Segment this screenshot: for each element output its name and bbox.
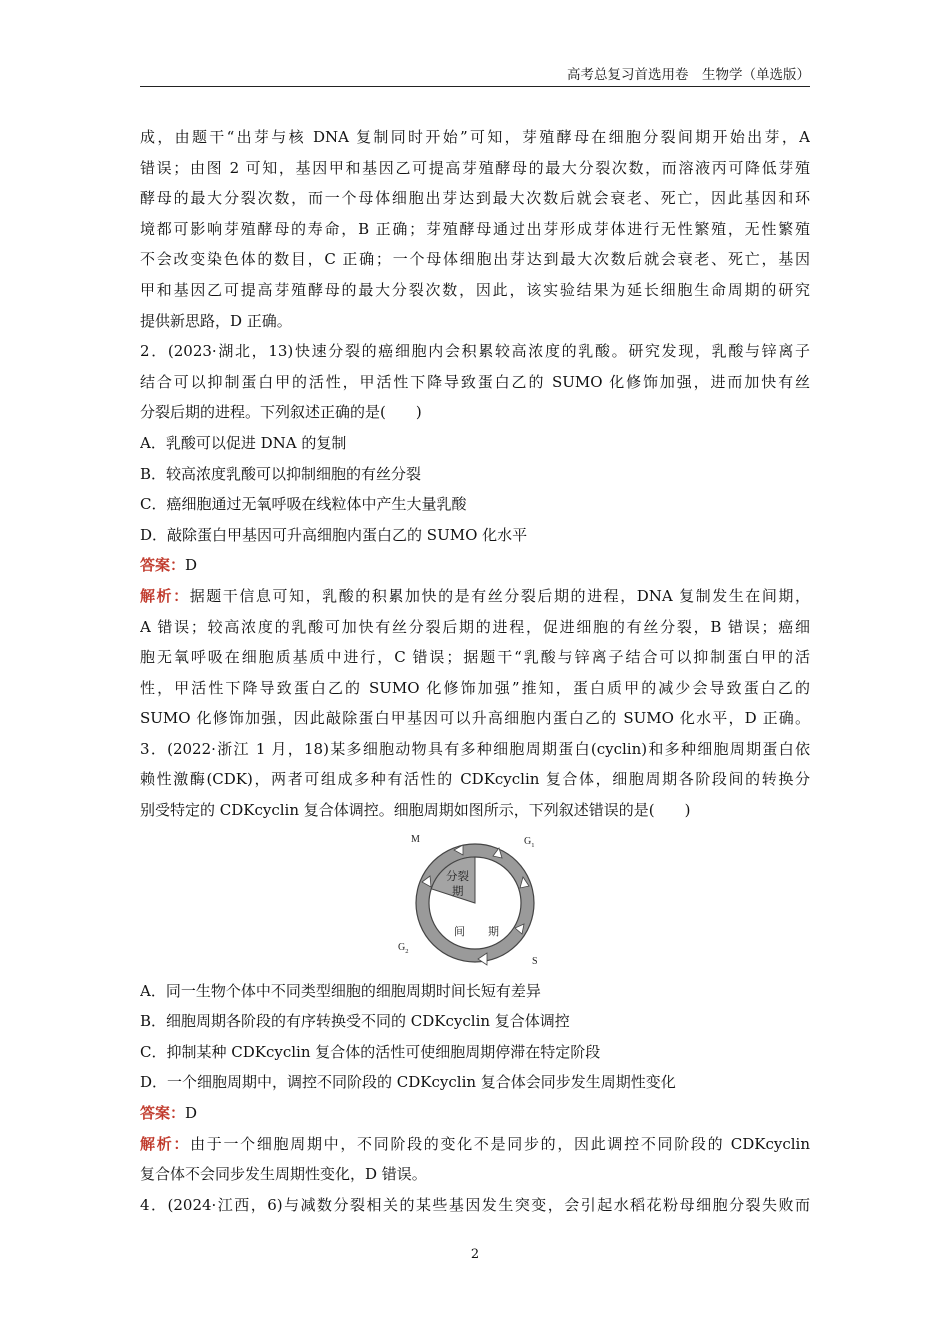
option-c: C．癌细胞通过无氧呼吸在线粒体中产生大量乳酸 [140,495,467,514]
label-s: S [532,955,538,967]
answer-label: 答案： [140,1104,186,1123]
option-c: C．抑制某种 CDKcyclin 复合体的活性可使细胞周期停滞在特定阶段 [140,1042,601,1061]
analysis-line: 性，甲活性下降导致蛋白乙的 SUMO 化修饰加强”推知，蛋白质甲的减少会导致蛋白乙的 [140,678,810,697]
question-2 [140,336,810,734]
page-body [140,122,810,1220]
question-3 [140,734,810,1190]
answer-line [140,550,810,581]
analysis-label: 解析： [140,586,190,605]
text-line: 成，由题干“出芽与核 DNA 复制同时开始”可知，芽殖酵母在细胞分裂间期开始出芽，A [140,128,810,146]
label-m: M [411,833,420,845]
text-line: 甲和基因乙可提高芽殖酵母的最大分裂次数，因此，该实验结果为延长细胞生命周期的研究 [140,280,810,299]
question-4 [140,1190,810,1221]
option-d: D．一个细胞周期中，调控不同阶段的 CDKcyclin 复合体会同步发生周期性变化 [140,1073,676,1092]
running-header: 高考总复习首选用卷 生物学（单选版） [140,66,810,87]
option-b: B．较高浓度乳酸可以抑制细胞的有丝分裂 [140,464,422,483]
analysis-text: 由于一个细胞周期中，不同阶段的变化不是同步的，因此调控不同阶段的 CDKcyclin [190,1134,810,1153]
label-division-phase-2: 期 [452,883,464,898]
question-stem-line: 4．(2024·江西，6)与减数分裂相关的某些基因发生突变，会引起水稻花粉母细胞分裂失败而 [140,1195,810,1214]
cell-cycle-figure [140,826,810,976]
question-stem-line: 别受特定的 CDKcyclin 复合体调控。细胞周期如图所示，下列叙述错误的是( ) [140,801,691,820]
question-stem-line: 赖性激酶(CDK)，两者可组成多种有活性的 CDKcyclin 复合体，细胞周期各阶段间的转换分 [140,770,810,789]
question-stem-line: 分裂后期的进程。下列叙述正确的是( ) [140,403,422,422]
analysis-line: 胞无氧呼吸在细胞质基质中进行，C 错误；据题干“乳酸与锌离子结合可以抑制蛋白甲的活 [140,648,810,667]
analysis-line: 复合体不会同步发生周期性变化，D 错误。 [140,1165,427,1184]
label-interphase-2: 期 [488,924,499,938]
label-g1: $G_1$ [524,835,535,849]
text-line: 提供新思路，D 正确。 [140,311,292,330]
text-line: 境都可影响芽殖酵母的寿命，B 正确；芽殖酵母通过出芽形成芽体进行无性繁殖，无性繁殖 [140,219,810,238]
cell-cycle-diagram [398,828,548,970]
question-stem-line: 2．(2023·湖北，13)快速分裂的癌细胞内会积累较高浓度的乳酸。研究发现，乳酸与锌离子 [140,342,810,361]
question-stem-line: 结合可以抑制蛋白甲的活性，甲活性下降导致蛋白乙的 SUMO 化修饰加强，进而加快有丝 [140,372,810,391]
analysis-text: 据题干信息可知，乳酸的积累加快的是有丝分裂后期的进程，DNA 复制发生在间期， [189,586,810,605]
answer-line [140,1098,810,1129]
text-line: 不会改变染色体的数目，C 正确；一个母体细胞出芽达到最大次数后就会衰老、死亡，基因 [140,250,810,269]
label-interphase-1: 间 [454,924,465,938]
label-g2: $G_2$ [398,941,409,955]
analysis-line [140,1129,810,1160]
analysis-line [140,581,810,612]
answer-value: D [185,1104,198,1123]
analysis-label: 解析： [140,1134,191,1153]
option-b: B．细胞周期各阶段的有序转换受不同的 CDKcyclin 复合体调控 [140,1012,570,1031]
previous-analysis-continuation [140,122,810,336]
analysis-line: SUMO 化修饰加强，因此敲除蛋白甲基因可以升高细胞内蛋白乙的 SUMO 化水平，D 正确。 [140,709,810,728]
answer-value: D [185,556,198,575]
text-line: 错误；由图 2 可知，基因甲和基因乙可提高芽殖酵母的最大分裂次数，而溶液丙可降低芽殖 [140,158,810,177]
analysis-line: A 错误；较高浓度的乳酸可加快有丝分裂后期的进程，促进细胞的有丝分裂，B 错误；癌细 [140,617,810,636]
answer-label: 答案： [140,556,186,575]
page-number: 2 [470,1247,480,1262]
question-stem-line: 3．(2022·浙江 1 月，18)某多细胞动物具有多种细胞周期蛋白(cyclin)和多种细胞周期蛋白依 [140,739,810,758]
option-a: A．乳酸可以促进 DNA 的复制 [140,433,347,452]
text-line: 酵母的最大分裂次数，而一个母体细胞出芽达到最大次数后就会衰老、死亡，因此基因和环 [140,189,810,208]
label-division-phase-1: 分裂 [446,868,469,883]
option-a: A．同一生物个体中不同类型细胞的细胞周期时间长短有差异 [140,981,541,1000]
option-d: D．敲除蛋白甲基因可升高细胞内蛋白乙的 SUMO 化水平 [140,525,528,544]
